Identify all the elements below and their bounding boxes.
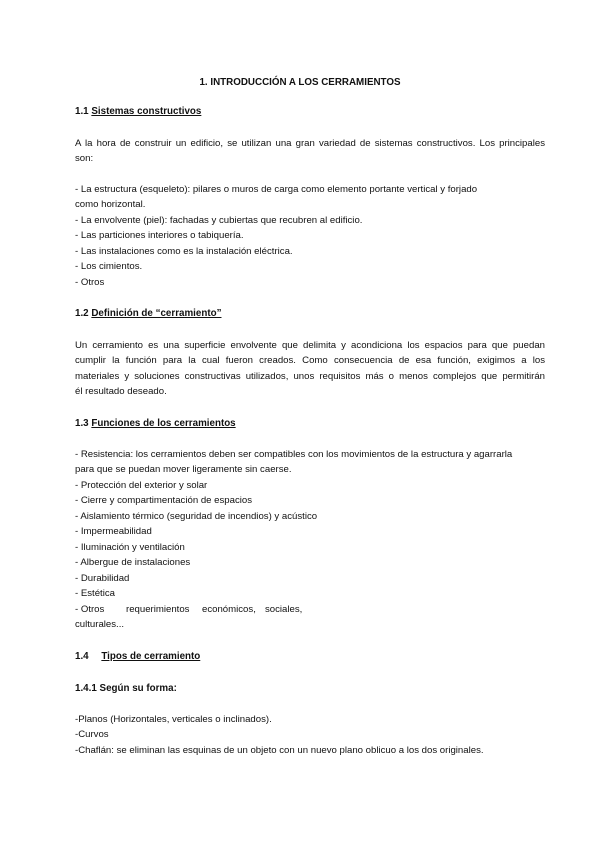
list-item: - Iluminación y ventilación (75, 542, 185, 553)
section-title: Tipos de cerramiento (101, 651, 201, 662)
list-item: - Resistencia: los cerramientos deben ser compatibles con los movimientos de la estructura y agarrarla (75, 449, 513, 460)
list-item: - Cierre y compartimentación de espacios (75, 495, 253, 506)
intro-line-2: son: (75, 153, 94, 164)
list-item: para que se puedan mover ligeramente sin caerse. (75, 464, 292, 475)
list-item: - Las instalaciones como es la instalación eléctrica. (75, 246, 293, 257)
list-item-word: sociales, (265, 604, 303, 615)
paragraph-line: cumplir la función para la cual fueron creados. Como consecuencia de esa función, exigimos a los (75, 355, 545, 366)
list-item: -Curvos (75, 729, 109, 740)
list-item: - Aislamiento térmico (seguridad de incendios) y acústico (75, 511, 318, 522)
section-number: 1.4 (75, 651, 89, 662)
list-item: - Albergue de instalaciones (75, 557, 191, 568)
list-item: - Otros (75, 277, 105, 288)
list-item-word: requerimientos (126, 604, 190, 615)
paragraph-line: Un cerramiento es una superficie envolvente que delimita y acondiciona los espacios para que puedan (75, 340, 545, 351)
section-heading-1-3 (75, 418, 236, 430)
list-item: - Estética (75, 588, 115, 599)
list-item-word: - Otros (75, 604, 105, 615)
list-item: -Planos (Horizontales, verticales o inclinados). (75, 714, 272, 725)
list-item: - Los cimientos. (75, 261, 143, 272)
list-item: - La estructura (esqueleto): pilares o muros de carga como elemento portante vertical y forjado (75, 184, 478, 195)
section-title: Definición de “cerramiento” (91, 308, 222, 319)
list-item: - La envolvente (piel): fachadas y cubiertas que recubren al edificio. (75, 215, 363, 226)
section-heading-1-2 (75, 308, 221, 320)
list-item: como horizontal. (75, 199, 146, 210)
paragraph-line: materiales y soluciones constructivas utilizados, unos requisitos más o menos complejos que permitirán (75, 371, 545, 382)
section-title: Según su forma: (99, 683, 177, 694)
section-heading-1-1 (75, 106, 201, 118)
list-item: -Chaflán: se eliminan las esquinas de un objeto con un nuevo plano oblicuo a los dos originales. (75, 745, 484, 756)
list-item: - Durabilidad (75, 573, 130, 584)
section-number: 1.1 (75, 106, 89, 117)
paragraph-line: él resultado deseado. (75, 386, 167, 397)
list-item: - Impermeabilidad (75, 526, 152, 537)
section-title: Funciones de los cerramientos (91, 418, 236, 429)
section-number: 1.3 (75, 418, 89, 429)
section-heading-1-4 (75, 651, 200, 663)
section-number: 1.4.1 (75, 683, 97, 694)
list-item: culturales... (75, 619, 125, 630)
section-number: 1.2 (75, 308, 89, 319)
list-item: - Las particiones interiores o tabiquería. (75, 230, 244, 241)
document-title: 1. INTRODUCCIÓN A LOS CERRAMIENTOS (199, 77, 401, 88)
section-title: Sistemas constructivos (91, 106, 202, 117)
list-item-word: económicos, (202, 604, 256, 615)
intro-line-1: A la hora de construir un edificio, se utilizan una gran variedad de sistemas constructivos. Los principales (75, 138, 545, 149)
list-item: - Protección del exterior y solar (75, 480, 208, 491)
subsection-heading-1-4-1 (75, 683, 177, 695)
